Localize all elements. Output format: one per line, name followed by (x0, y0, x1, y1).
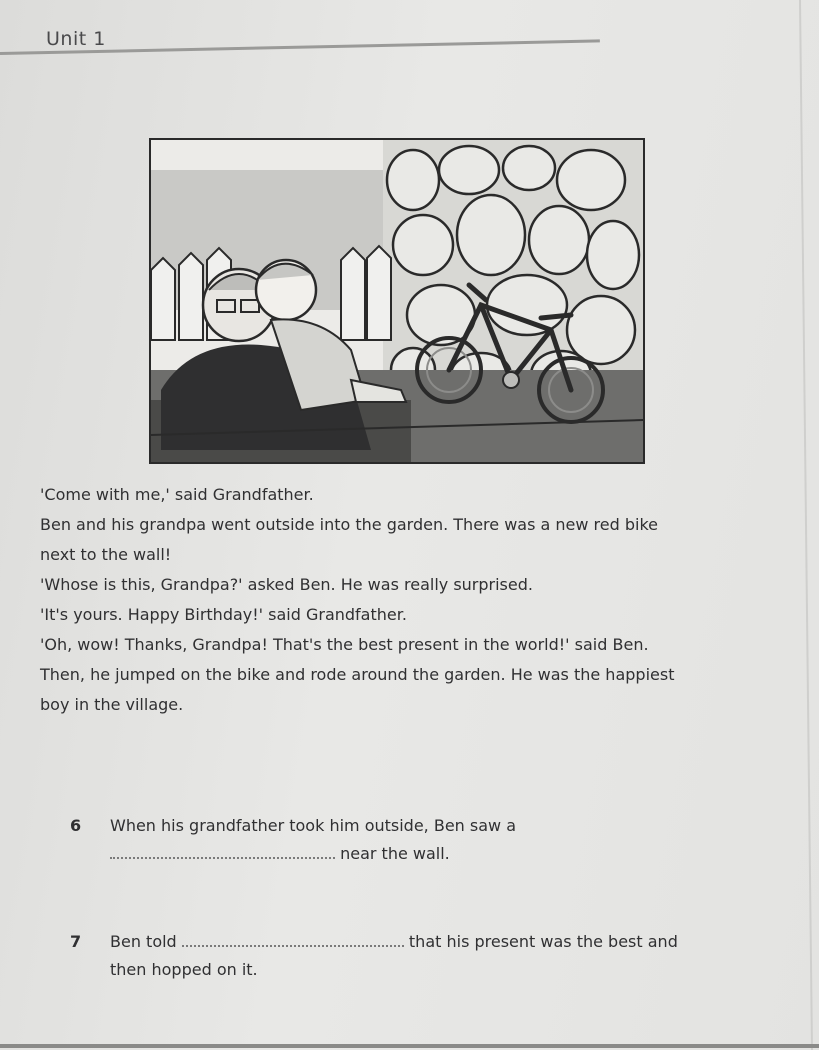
story-line-6: 'Oh, wow! Thanks, Grandpa! That's the best present in the world!' said Ben. (40, 635, 649, 654)
question-6-answer-blank[interactable] (110, 843, 335, 859)
story-illustration (149, 138, 645, 464)
question-7-prefix: Ben told (110, 932, 177, 951)
question-6-suffix: near the wall. (340, 844, 450, 863)
question-7 (70, 928, 678, 984)
story-line-1: 'Come with me,' said Grandfather. (40, 485, 314, 504)
question-6-number: 6 (70, 816, 82, 835)
story-line-3: next to the wall! (40, 545, 172, 564)
question-7-answer-blank[interactable] (182, 931, 404, 947)
question-7-number: 7 (70, 932, 82, 951)
question-7-suffix: that his present was the best and (408, 932, 678, 951)
grandpa-hug-bike-icon (151, 140, 643, 462)
story-text (40, 480, 780, 720)
story-line-4: 'Whose is this, Grandpa?' asked Ben. He was really surprised. (40, 575, 533, 594)
story-line-8: boy in the village. (40, 695, 184, 714)
question-6 (70, 812, 516, 868)
story-line-5: 'It's yours. Happy Birthday!' said Grandfather. (40, 605, 407, 624)
question-6-text: When his grandfather took him outside, Ben saw a (110, 816, 517, 835)
story-line-2: Ben and his grandpa went outside into the garden. There was a new red bike (40, 515, 658, 534)
story-line-7: Then, he jumped on the bike and rode around the garden. He was the happiest (40, 665, 675, 684)
question-7-line2: then hopped on it. (110, 960, 258, 979)
unit-title: Unit 1 (46, 28, 106, 50)
